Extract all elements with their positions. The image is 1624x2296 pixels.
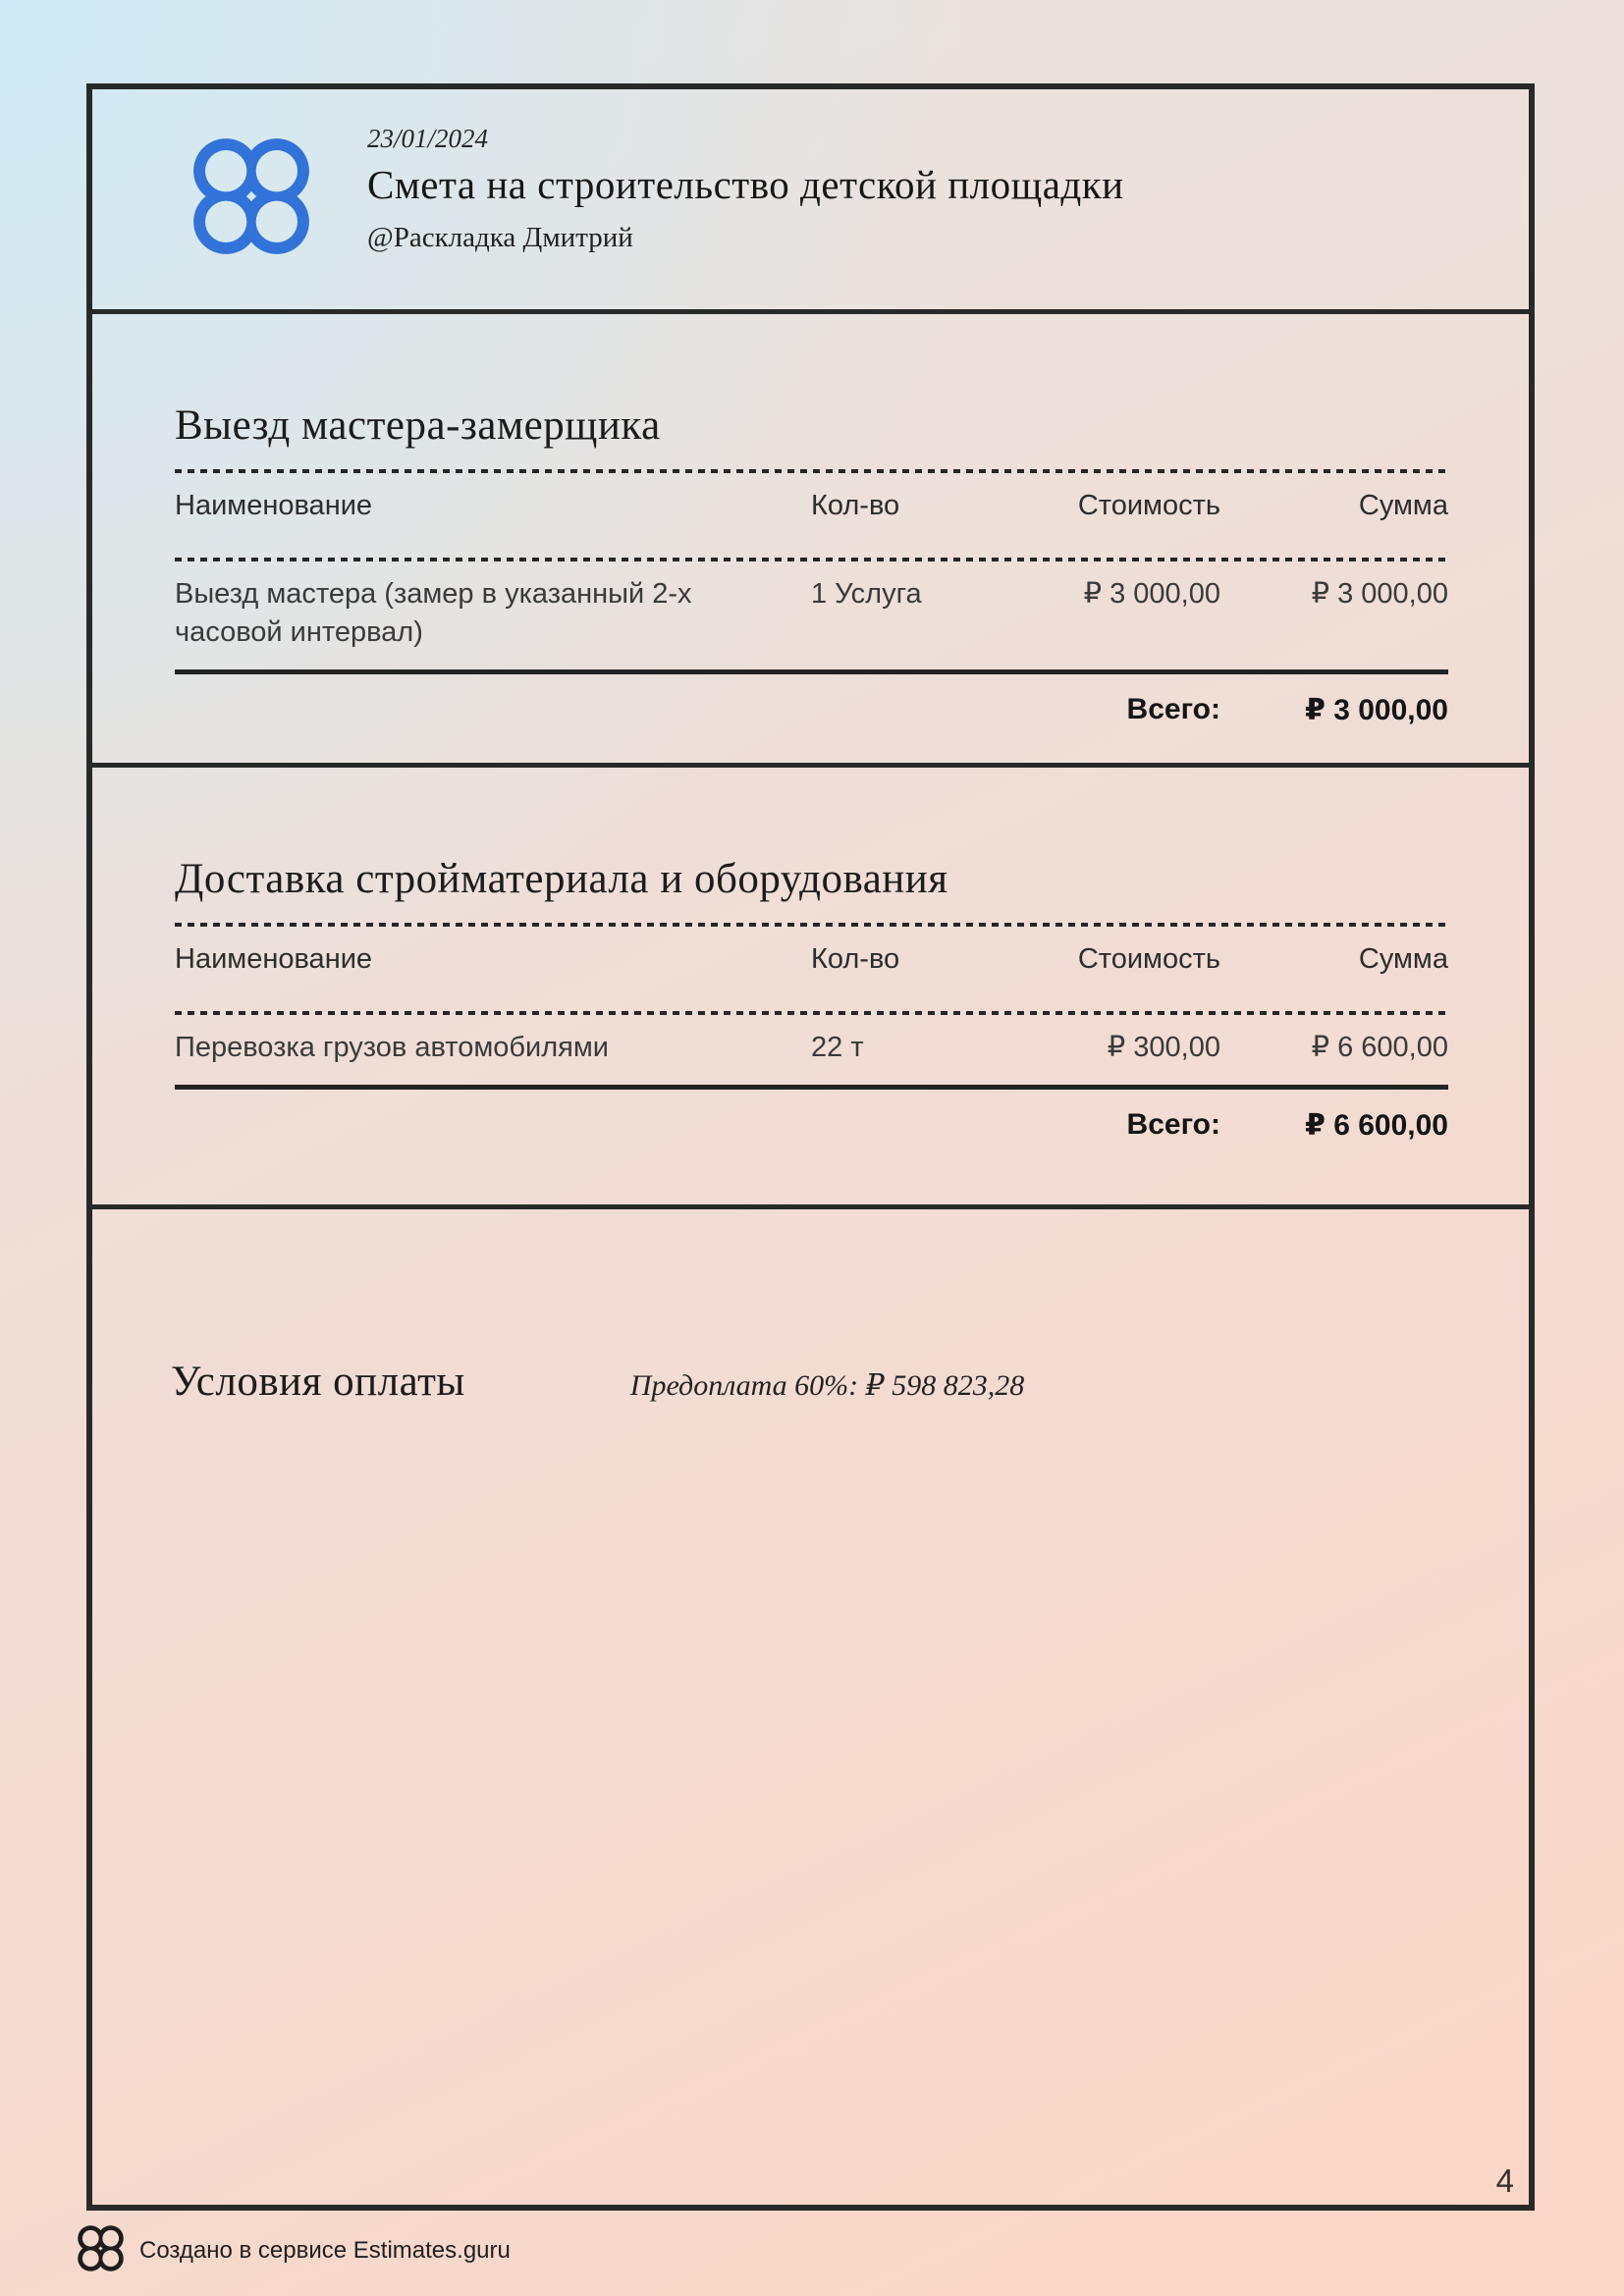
header-text-block — [367, 123, 1124, 254]
total-value: ₽ 6 600,00 — [1305, 1109, 1448, 1143]
column-header-sum: Сумма — [1358, 490, 1448, 522]
row-sum: ₽ 3 000,00 — [1311, 578, 1448, 611]
section-master-visit — [92, 319, 1529, 768]
row-name: Перевозка грузов автомобилями — [175, 1032, 609, 1064]
column-header-name: Наименование — [175, 943, 373, 976]
service-footer — [77, 2224, 511, 2277]
section-payment-terms — [92, 1214, 1529, 2205]
estimates-guru-clover-icon — [190, 135, 312, 257]
total-label: Всего: — [1126, 1108, 1220, 1142]
table-header-row — [175, 473, 1448, 537]
total-label: Всего: — [1126, 693, 1220, 726]
row-qty: 22 т — [811, 1032, 864, 1064]
document-author: @Раскладка Дмитрий — [367, 221, 633, 253]
table-header-row — [175, 927, 1448, 990]
column-header-qty: Кол-во — [811, 943, 900, 976]
row-qty: 1 Услуга — [811, 578, 922, 611]
column-header-qty: Кол-во — [811, 490, 900, 522]
section-delivery — [92, 773, 1529, 1209]
column-header-sum: Сумма — [1358, 943, 1448, 976]
column-header-price: Стоимость — [1077, 943, 1220, 976]
row-price: ₽ 300,00 — [1107, 1032, 1220, 1064]
table-row — [175, 561, 1448, 669]
row-name: Выезд мастера (замер в указанный 2-х часовой интервал) — [175, 578, 692, 649]
payment-terms-row — [92, 1214, 1529, 1405]
payment-terms-note: Предоплата 60%: ₽ 598 823,28 — [629, 1369, 1025, 1402]
document-frame — [86, 83, 1535, 2211]
section-title: Доставка стройматериала и оборудования — [175, 856, 948, 902]
row-price: ₽ 3 000,00 — [1083, 578, 1220, 611]
document-date: 23/01/2024 — [367, 124, 489, 153]
total-value: ₽ 3 000,00 — [1305, 694, 1448, 727]
column-header-name: Наименование — [175, 490, 373, 522]
payment-terms-title: Условия оплаты — [171, 1359, 465, 1405]
page-number: 4 — [1495, 2163, 1514, 2199]
footer-service-label: Создано в сервисе Estimates.guru — [139, 2237, 511, 2264]
total-row — [175, 674, 1448, 727]
row-sum: ₽ 6 600,00 — [1311, 1032, 1448, 1064]
column-header-price: Стоимость — [1077, 490, 1220, 522]
table-row — [175, 1015, 1448, 1085]
total-row — [175, 1090, 1448, 1143]
estimates-guru-clover-icon-small — [77, 2224, 125, 2277]
document-header — [92, 89, 1529, 314]
document-title: Смета на строительство детской площадки — [367, 162, 1124, 208]
section-title: Выезд мастера-замерщика — [175, 402, 661, 449]
